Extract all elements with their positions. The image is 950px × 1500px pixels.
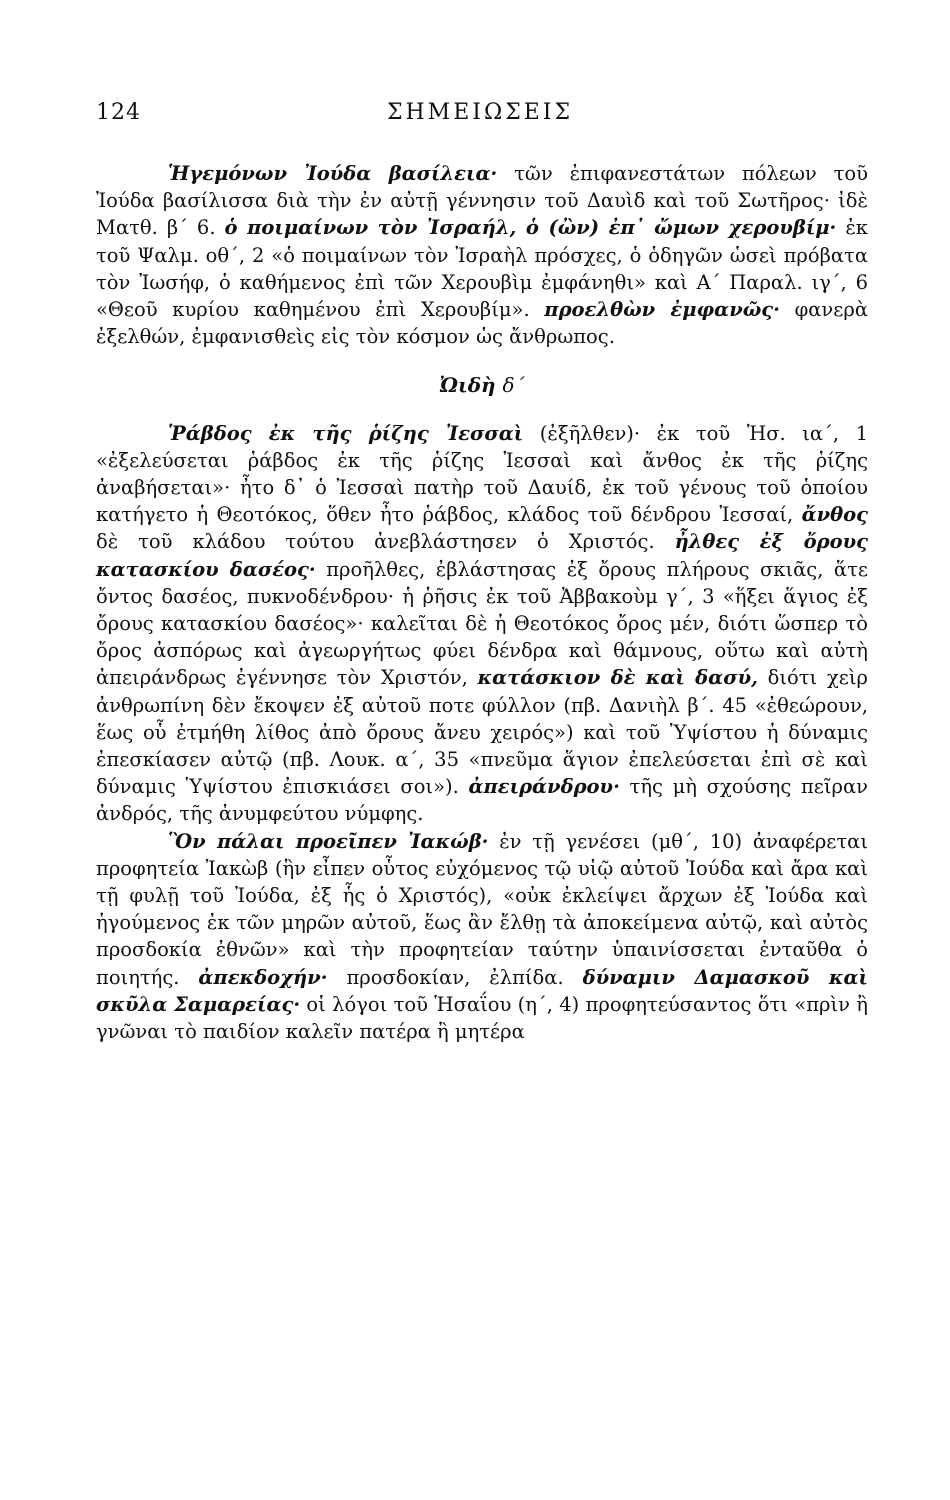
page-number: 124 [96, 100, 141, 125]
commentary: διότι χεὶρ ἀνθρωπίνη δὲν ἔκοψεν ἐξ αὐτοῦ ποτε φύλλον (πβ. Δανιὴλ β΄. 45 «ἐθεώρουν, ἕως οὗ ἐτμήθη λίθος ἀπὸ ὄρους ἄνευ χειρός») καὶ τοῦ Ὑψίστου ἡ δύναμις ἐπεσκίασεν αὐτῷ (πβ. Λουκ. α΄, 35 «πνεῦμα ἅγιον ἐπελεύσεται ἐπὶ σὲ καὶ δύναμις Ὑψίστου ἐπισκιάσει σοι»). [96, 666, 868, 799]
commentary: οἱ λόγοι τοῦ Ἡσαΐου (η΄, 4) προφητεύσαντος ὅτι «πρὶν ἢ γνῶναι τὸ παιδίον καλεῖν πατέρα ἢ μητέρα [96, 992, 868, 1044]
lemma: ἀπεκδοχήν· [198, 965, 328, 989]
lemma: προελθὼν ἐμφανῶς· [544, 298, 780, 322]
paragraph-ode-3-notes [96, 160, 868, 350]
paragraph-rod-of-jesse [96, 420, 868, 828]
lemma: ὁ ποιμαίνων τὸν Ἰσραήλ, ὁ (ὢν) ἐπ᾿ ὤμων χερουβίμ· [224, 216, 837, 240]
lemma: δύναμιν Δαμασκοῦ καὶ σκῦλα Σαμαρείας· [96, 965, 868, 1016]
paragraph-jacob-prophecy [96, 828, 868, 1046]
page-header [96, 100, 864, 140]
body-text [96, 160, 868, 1045]
lemma: Ἡγεμόνων Ἰούδα βασίλεια· [168, 162, 498, 185]
commentary: φανερὰ ἐξελθών, ἐμφανισθεὶς εἰς τὸν κόσμον ὡς ἄνθρωπος. [96, 298, 869, 349]
ode-name: Ὠιδὴ [439, 373, 496, 398]
lemma: Ὃν πάλαι προεῖπεν Ἰακώβ· [168, 829, 489, 853]
commentary: (ἐξῆλθεν)· ἐκ τοῦ Ἡσ. ια΄, 1 «ἐξελεύσεται ῥάβδος ἐκ τῆς ῥίζης Ἰεσσαὶ καὶ ἄνθος ἐκ τῆς ῥίζης ἀναβήσεται»· ἦτο δ᾿ ὁ Ἰεσσαὶ πατὴρ τοῦ Δαυίδ, ἐκ τοῦ γένους τοῦ ὁποίου κατήγετο ἡ Θεοτόκος, ὅθεν ἦτο ῥάβδος, κλάδος τοῦ δένδρου Ἰεσσαί, [96, 421, 868, 527]
commentary: ἐκ τοῦ Ψαλμ. οθ΄, 2 «ὁ ποιμαίνων τὸν Ἰσραὴλ πρόσχες, ὁ ὁδηγῶν ὡσεὶ πρόβατα τὸν Ἰωσήφ, ὁ καθήμενος ἐπὶ τῶν Χερουβὶμ ἐμφάνηθι» καὶ Α΄ Παραλ. ιγ΄, 6 «Θεοῦ κυρίου καθημένου ἐπὶ Χερουβίμ». [96, 216, 868, 322]
commentary: τῶν ἐπιφανεστάτων πόλεων τοῦ Ἰούδα βασίλισσα διὰ τὴν ἐν αὐτῇ γέννησιν τοῦ Δαυὶδ καὶ τοῦ Σωτῆρος· ἰδὲ Ματθ. β΄ 6. [96, 162, 869, 240]
lemma: κατάσκιον δὲ καὶ δασύ, [477, 666, 758, 690]
commentary: προσδοκίαν, ἐλπίδα. [327, 965, 583, 989]
lemma: ἄνθος [801, 503, 868, 527]
ode-heading [96, 372, 868, 399]
running-title: ΣΗΜΕΙΩΣΕΙΣ [386, 100, 574, 125]
commentary: τῆς μὴ σχούσης πεῖραν ἀνδρός, τῆς ἀνυμφεύτου νύμφης. [96, 775, 868, 826]
lemma: Ῥάβδος ἐκ τῆς ῥίζης Ἰεσσαὶ [168, 421, 524, 445]
lemma: ἀπειράνδρου· [468, 775, 620, 799]
ode-number: δ΄ [502, 373, 525, 398]
lemma: ἦλθες ἐξ ὄρους κατασκίου δασέος· [96, 530, 868, 581]
commentary: ἐν τῇ γενέσει (μθ΄, 10) ἀναφέρεται προφητεία Ἰακὼβ (ἣν εἶπεν οὗτος εὐχόμενος τῷ υἱῷ αὐτοῦ Ἰούδα καὶ ἄρα καὶ τῇ φυλῇ τοῦ Ἰούδα, ἐξ ἧς ὁ Χριστός), «οὐκ ἐκλείψει ἄρχων ἐξ Ἰούδα καὶ ἡγούμενος ἐκ τῶν μηρῶν αὐτοῦ, ἕως ἂν ἔλθῃ τὰ ἀποκείμενα αὐτῷ, καὶ αὐτὸς προσδοκία ἐθνῶν» καὶ τὴν προφητείαν ταύτην ὑπαινίσσεται ἐνταῦθα ὁ ποιητής. [96, 829, 868, 989]
commentary: δὲ τοῦ κλάδου τούτου ἀνεβλάστησεν ὁ Χριστός. [96, 530, 675, 554]
commentary: προῆλθες, ἐβλάστησας ἐξ ὄρους πλήρους σκιᾶς, ἅτε ὄντος δασέος, πυκνοδένδρου· ἡ ῥῆσις ἐκ τοῦ Ἀββακοὺμ γ΄, 3 «ἥξει ἅγιος ἐξ ὄρους κατασκίου δασέος»· καλεῖται δὲ ἡ Θεοτόκος ὄρος μέν, διότι ὥσπερ τὸ ὄρος ἀσπόρως καὶ ἀγεωργήτως φύει δένδρα καὶ θάμνους, οὕτω καὶ αὐτὴ ἀπειράνδρως ἐγέννησε τὸν Χριστόν, [96, 557, 868, 690]
